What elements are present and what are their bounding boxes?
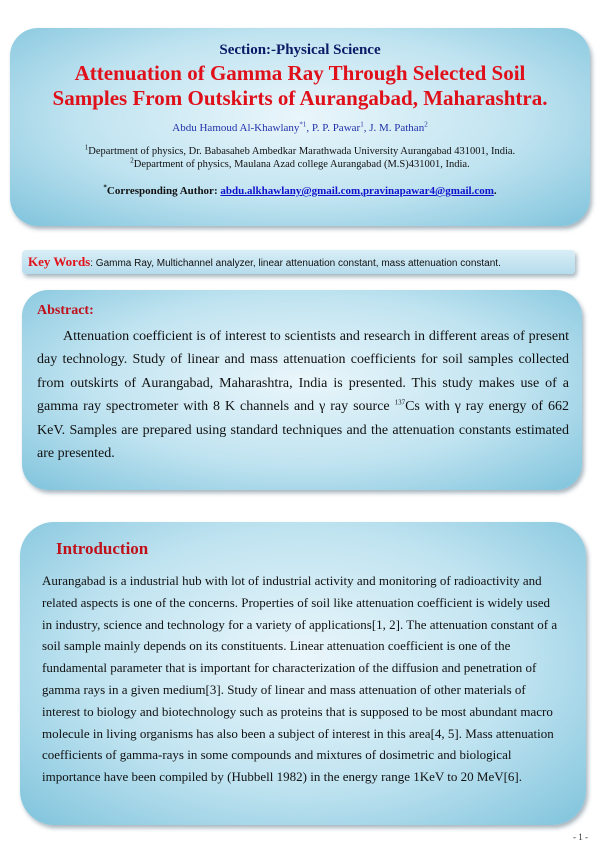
title-panel [10, 28, 590, 226]
author-2-sup: 1 [360, 120, 364, 129]
introduction-heading: Introduction [56, 539, 149, 558]
affiliation-2 [10, 158, 590, 171]
author-2: , P. P. Pawar [306, 122, 361, 134]
author-list [10, 122, 590, 134]
affiliation-2-text: Department of physics, Maulana Azad college Aurangabad (M.S)431001, India. [133, 159, 470, 170]
email-link-1[interactable]: abdu.alkhawlany@gmail.com [220, 185, 361, 197]
abstract-heading: Abstract: [37, 303, 94, 318]
introduction-panel [20, 522, 586, 825]
author-3-sup: 2 [424, 120, 428, 129]
affiliation-2-sup: 2 [130, 156, 134, 165]
keywords-bar [22, 250, 575, 274]
introduction-body: Aurangabad is a industrial hub with lot of industrial activity and monitoring of radioactivity and related aspects is one of the concerns. Properties of soil like attenuation coefficient is widely used in industry, science and technology for a variety of applications[1, 2]. The attenuation constant of a soil sample mainly depends on its constituents. Linear attenuation coefficient is one of the fundamental parameter that is important for characterization of the diffusion and penetration of gamma rays in a given medium[3]. Study of linear and mass attenuation of other materials of interest to biology and biotechnology such as proteins that is supposed to be most abundant macro molecule in living organisms has also been a subject of interest in this area[4, 5]. Mass attenuation coefficients of gamma-rays in some compounds and mixtures of dosimetric and biological importance have been compiled by (Hubbell 1982) in the energy range 1KeV to 20 MeV[6]. [42, 573, 558, 785]
affiliation-1-sup: 1 [84, 143, 89, 152]
corresponding-author [10, 185, 590, 197]
corresponding-sup: * [103, 183, 107, 192]
section-label: Section:-Physical Science [219, 42, 381, 58]
keywords-label: Key Words [28, 254, 91, 269]
abstract-text-2: Cs with γ ray energy of 662 KeV. Samples are prepared using standard techniques and the attenuation constants estimated are presented. [37, 399, 569, 462]
page-number: - 1 - [573, 832, 588, 842]
abstract-panel [22, 290, 582, 490]
author-1-sup: *1 [299, 120, 307, 129]
author-3: , J. M. Pathan [363, 122, 425, 134]
email-end: . [493, 185, 497, 197]
corresponding-label: Corresponding Author: [106, 185, 221, 197]
keywords-text: : Gamma Ray, Multichannel analyzer, linear attenuation constant, mass attenuation constant. [90, 258, 501, 269]
isotope-sup: 137 [394, 398, 406, 407]
title-line-2: Samples From Outskirts of Aurangabad, Maharashtra. [52, 86, 548, 110]
affiliations [10, 145, 590, 171]
title-line-1: Attenuation of Gamma Ray Through Selected Soil [74, 61, 526, 85]
affiliation-1-text: Department of physics, Dr. Babasaheb Ambedkar Marathwada University Aurangabad 431001, India. [88, 146, 516, 157]
affiliation-1 [10, 145, 590, 158]
email-separator: , [360, 185, 363, 197]
author-1: Abdu Hamoud Al-Khawlany [172, 122, 300, 134]
email-link-2[interactable]: pravinapawar4@gmail.com [362, 185, 494, 197]
abstract-text-1: Attenuation coefficient is of interest to scientists and research in different areas of present day technology. Study of linear and mass attenuation coefficients for soil samples collected from outskirts of Aurangabad, Maharashtra, India is presented. This study makes use of a gamma ray spectrometer with 8 K channels and γ ray source [37, 329, 569, 415]
paper-title [10, 61, 590, 111]
abstract-body [37, 325, 569, 465]
